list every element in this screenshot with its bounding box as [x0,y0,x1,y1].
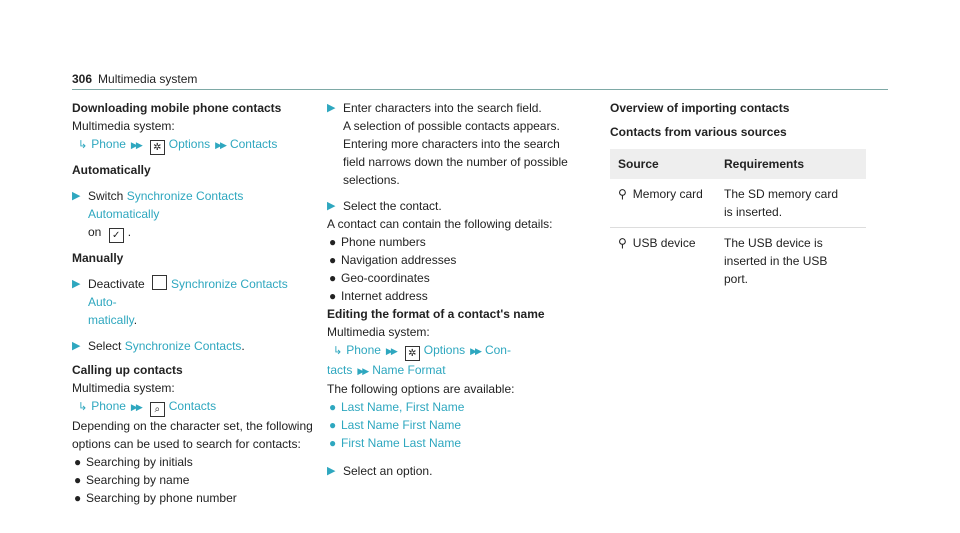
sources-heading: Contacts from various sources [610,125,787,139]
chevron-right-icon: ▶▶ [130,402,141,412]
path-contacts-link-2[interactable]: Contacts [168,399,217,413]
step-arrow-icon: ▶ [72,278,81,290]
table-row [610,179,866,228]
page-number: 306 [72,72,93,86]
column-2 [327,99,587,480]
path-arrow-icon: ↳ [78,401,88,413]
sources-table [610,149,866,294]
table-header: Requirements [716,149,866,179]
depending-text-2: options can be used to search for contacts: [72,437,301,451]
select-contact-step: ▶ Select the contact. [327,199,442,213]
menu-path-name-format-2: tacts ▶▶ Name Format [327,363,446,377]
path-name-format-link[interactable]: Name Format [372,363,446,377]
step-arrow-icon: ▶ [327,465,336,477]
bullet-icon: ● [329,253,337,267]
chevron-right-icon: ▶▶ [357,366,368,376]
checkbox-checked-icon: ✓ [109,228,124,243]
step-arrow-icon: ▶ [327,200,336,212]
search-icon: ⌕ [150,402,165,417]
path-options-link-2[interactable]: Options [423,343,466,357]
chevron-right-icon: ▶▶ [385,346,396,356]
column-1 [72,99,317,507]
manually-heading: Manually [72,251,124,265]
menu-path-calling [72,397,317,417]
multimedia-system-label: Multimedia system: [72,119,175,133]
table-cell: ⚲ USB device [618,236,696,250]
list-item: ● Searching by name [74,473,190,487]
bullet-icon: ● [329,400,337,414]
path-arrow-icon: ↳ [78,139,88,151]
table-cell: The USB device is inserted in the USB port. [724,236,828,286]
checkbox-empty-icon [152,275,167,290]
page-header [72,70,888,90]
path-phone-link-3[interactable]: Phone [346,343,381,357]
table-header: Source [610,149,716,179]
header-divider [72,89,888,90]
list-item: ● Phone numbers [329,235,426,249]
page-title: Multimedia system [98,72,198,86]
table-row [610,228,866,295]
calling-heading: Calling up contacts [72,363,183,377]
editing-heading: Editing the format of a contact's name [327,307,545,321]
menu-path-download [72,135,317,155]
sync-auto-link-2[interactable]: Synchronize Contacts Auto- [88,277,288,309]
overview-heading: Overview of importing contacts [610,101,790,115]
gear-icon: ✲ [150,140,165,155]
sync-auto-link[interactable]: Synchronize Contacts Automatically [88,189,244,221]
step-arrow-icon: ▶ [327,102,336,114]
path-options-link[interactable]: Options [168,137,211,151]
table-cell: The SD memory card is inserted. [716,179,866,228]
path-phone-link-2[interactable]: Phone [91,399,126,413]
bullet-icon: ● [329,436,337,450]
manual-step-2: ▶ Select Synchronize Contacts. [72,339,245,353]
bullet-icon: ● [329,271,337,285]
list-item: ● Searching by phone number [74,491,237,505]
list-item: ● Geo-coordinates [329,271,430,285]
bullet-icon: ● [329,289,337,303]
column-3 [610,99,890,294]
step-arrow-icon: ▶ [72,190,81,202]
usb-icon: ⚲ [618,187,627,201]
bullet-icon: ● [74,455,82,469]
path-contacts-link[interactable]: Contacts [229,137,278,151]
multimedia-system-label-2: Multimedia system: [72,381,175,395]
path-phone-link[interactable]: Phone [91,137,126,151]
path-arrow-icon: ↳ [333,345,343,357]
bullet-icon: ● [329,235,337,249]
sync-contacts-link[interactable]: Synchronize Contacts [124,339,242,353]
path-contacts-link-3[interactable]: Con- [484,343,511,357]
contact-details-intro: A contact can contain the following details: [327,217,553,231]
menu-path-name-format [327,341,587,361]
automatically-heading: Automatically [72,163,151,177]
gear-icon: ✲ [405,346,420,361]
bullet-icon: ● [329,418,337,432]
list-item: ● Last Name, First Name [329,400,465,414]
download-heading: Downloading mobile phone contacts [72,101,282,115]
manual-step-1: ▶ Deactivate Synchronize Contacts Auto- matically. [72,277,288,327]
auto-step: ▶ Switch Synchronize Contacts Automatically on ✓ . [72,189,244,241]
select-option-step: ▶ Select an option. [327,464,433,478]
bullet-icon: ● [74,473,82,487]
bullet-icon: ● [74,491,82,505]
list-item: ● First Name Last Name [329,436,462,450]
list-item: ● Navigation addresses [329,253,457,267]
chevron-right-icon: ▶▶ [130,140,141,150]
step-arrow-icon: ▶ [72,340,81,352]
list-item: ● Last Name First Name [329,418,462,432]
table-cell: ⚲ Memory card [610,179,716,228]
usb-icon: ⚲ [618,236,627,250]
chevron-right-icon: ▶▶ [215,140,225,150]
depending-text-1: Depending on the character set, the following [72,419,313,433]
list-item: ● Internet address [329,289,428,303]
list-item: ● Searching by initials [74,455,193,469]
options-intro: The following options are available: [327,382,515,396]
multimedia-system-label-3: Multimedia system: [327,325,430,339]
chevron-right-icon: ▶▶ [470,346,480,356]
enter-step: ▶ Enter characters into the search field. A selection of possible contacts appears. Entering more characters into the search field narrows down the number of possible selections. [327,101,568,187]
table-header-row [610,149,866,179]
